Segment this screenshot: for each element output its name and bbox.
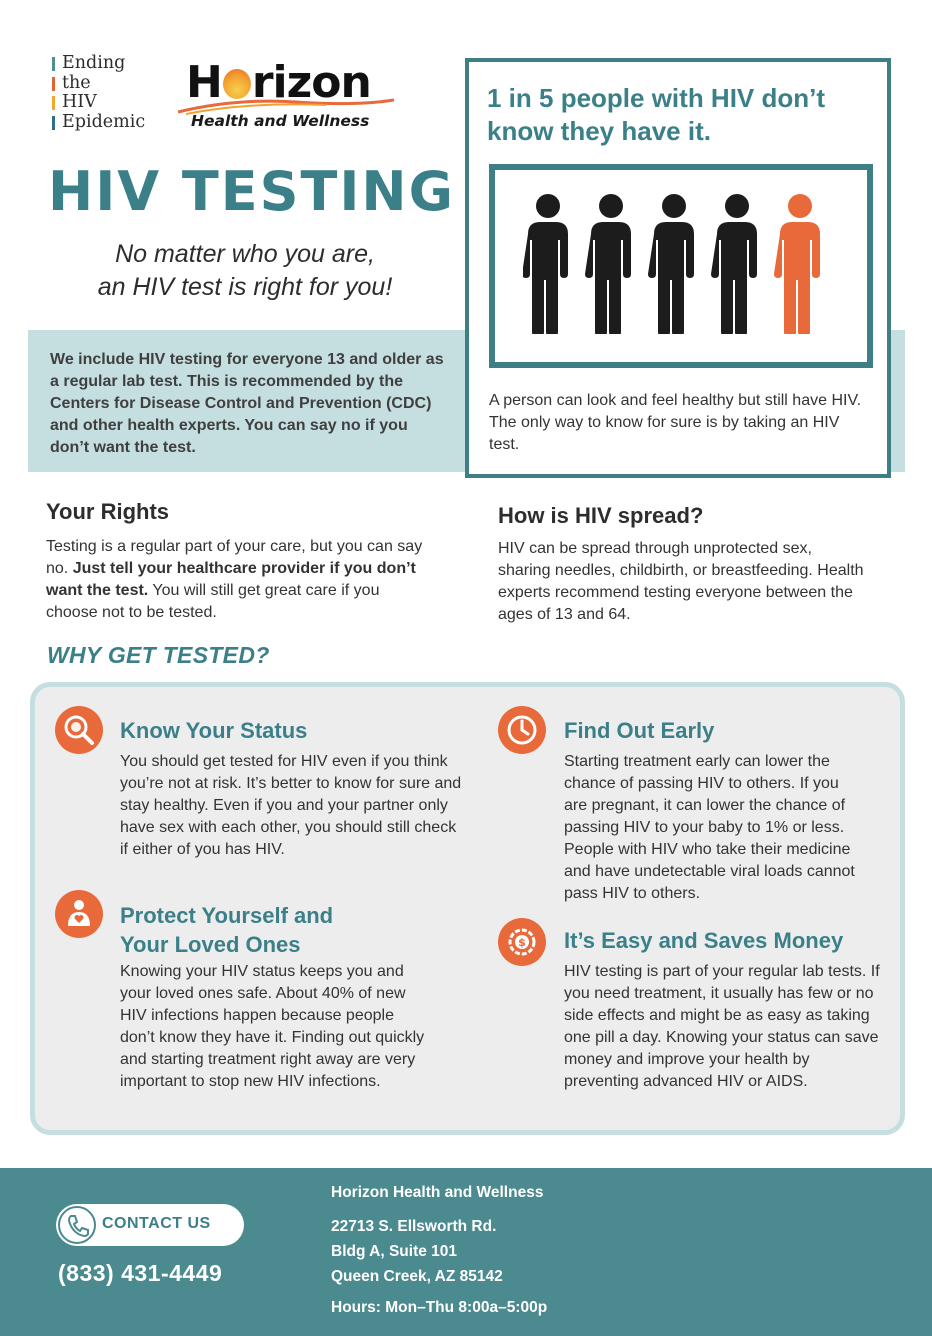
phone-icon: [58, 1206, 96, 1244]
card-text: Starting treatment early can lower the chance of passing HIV to others. If you are pregnant, it can lower the chance of passing HIV to your baby to 1% or less. People with HIV who take their medicine and have undetectable viral loads cannot pass HIV to others.: [564, 753, 855, 902]
person-icon: [648, 194, 694, 334]
stat-headline: 1 in 5 people with HIV don’t know they have it.: [487, 83, 826, 146]
money-gear-icon: [498, 918, 546, 966]
ehe-line: HIV: [52, 93, 152, 113]
rights-text-a: Testing is a regular part of your care, but you can say no.: [46, 538, 423, 577]
rights-text: [46, 536, 426, 624]
rights-heading: Your Rights: [46, 499, 170, 524]
sun-icon: [223, 69, 251, 99]
magnifier-icon: [55, 706, 103, 754]
horizon-logo: [176, 58, 398, 134]
people-icons: [523, 194, 843, 334]
footer-org: Horizon Health and Wellness: [331, 1184, 544, 1201]
address-line: 22713 S. Ellsworth Rd.: [331, 1218, 497, 1235]
person-heart-icon: [55, 890, 103, 938]
ehe-line: Epidemic: [52, 113, 152, 133]
tagline-line: an HIV test is right for you!: [97, 273, 393, 301]
ehe-line: Ending: [52, 54, 152, 74]
footer: [0, 1168, 932, 1336]
footer-hours: Hours: Mon–Thu 8:00a–5:00p: [331, 1299, 548, 1316]
stat-box: [465, 58, 891, 478]
card-text: HIV testing is part of your regular lab tests. If you need treatment, it usually has few or no side effects and might be as easy as taking one pill a day. Knowing your status can save money and improve your health by preventing advanced HIV or AIDS.: [564, 963, 880, 1090]
card-text: Knowing your HIV status keeps you and your loved ones safe. About 40% of new HIV infections happen because people don’t know they have it. Finding out quickly and starting treatment right away are very important to stop new HIV infections.: [120, 963, 425, 1090]
card-title-line: Protect Yourself and: [120, 903, 334, 928]
contact-us-button[interactable]: [56, 1204, 244, 1246]
ehe-logo: [52, 54, 152, 132]
card-title-line: Your Loved Ones: [120, 932, 301, 957]
spread-text: HIV can be spread through unprotected sex, sharing needles, childbirth, or breastfeeding. Health experts recommend testing everyone between the ages of 13 and 64.: [498, 540, 864, 623]
rights-text-b: You will still get great care if you choose not to be tested.: [46, 582, 380, 621]
why-heading: WHY GET TESTED?: [47, 642, 270, 668]
person-icon: [711, 194, 757, 334]
phone-number[interactable]: (833) 431-4449: [58, 1260, 223, 1286]
people-graphic: [489, 164, 873, 368]
tagline-line: No matter who you are,: [115, 240, 375, 268]
card-title: [120, 901, 333, 959]
stat-body: A person can look and feel healthy but still have HIV. The only way to know for sure is by taking an HIV test.: [489, 392, 862, 453]
person-icon: [523, 194, 568, 334]
intro-text: We include HIV testing for everyone 13 and older as a regular lab test. This is recommended by the Centers for Disease Control and Prevention (CDC) and other health experts. You can say no if you don’t want the test.: [50, 351, 444, 456]
card-text: You should get tested for HIV even if you think you’re not at risk. It’s better to know for sure and stay healthy. Even if you and your partner only have sex with each other, you should still check if either of you has HIV.: [120, 753, 462, 858]
spread-heading: How is HIV spread?: [498, 503, 704, 528]
address-line: Bldg A, Suite 101: [331, 1243, 458, 1260]
logo-tagline: Health and Wellness: [191, 112, 370, 130]
card-title: Find Out Early: [564, 718, 715, 743]
tagline: [60, 238, 430, 304]
address-line: Queen Creek, AZ 85142: [331, 1268, 503, 1285]
page-title: HIV TESTING: [48, 160, 455, 223]
svg-text:$: $: [518, 936, 526, 949]
footer-address: [331, 1214, 503, 1289]
ehe-line: the: [52, 74, 152, 94]
card-title: It’s Easy and Saves Money: [564, 928, 844, 953]
person-icon: [585, 194, 631, 334]
card-title: Know Your Status: [120, 718, 308, 743]
logo-wordmark: H rizon: [186, 57, 371, 108]
rights-text-bold: Just tell your healthcare provider if you don’t want the test.: [46, 560, 416, 599]
person-icon-unaware: [774, 194, 820, 334]
contact-label: CONTACT US: [102, 1215, 211, 1232]
clock-icon: [498, 706, 546, 754]
